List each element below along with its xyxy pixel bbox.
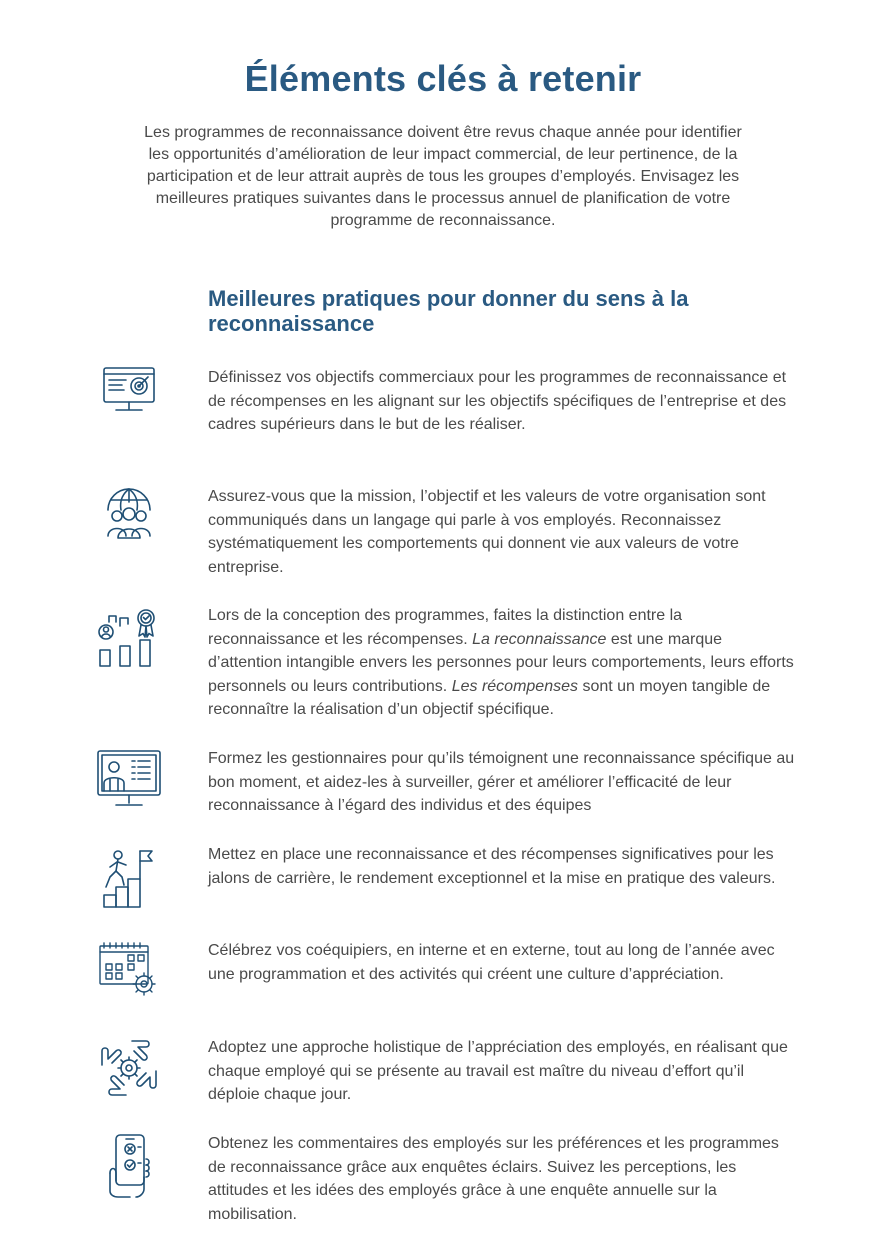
item-text: Assurez-vous que la mission, l’objectif et les valeurs de votre organisation sont communiqués dans un langage qui parle à vos employés. Reconnaissez systématiquement les comportements qui donnent vie aux valeurs de votre entreprise. [208,488,766,576]
globe-people-icon [96,482,162,548]
item-text-part: est une marque d’attention intangible envers les personnes pour leurs comportements, leurs efforts personnels ou leurs contributions. [208,630,794,695]
phone-survey-icon [96,1133,162,1199]
calendar-gear-icon [96,940,162,1006]
item-text: Définissez vos objectifs commerciaux pour les programmes de reconnaissance et de récompenses en les alignant sur les objectifs spécifiques de l’entreprise et des cadres supérieurs dans le but de les réaliser. [208,369,787,433]
item-text-part: sont un moyen tangible de reconnaître la réalisation d’un objectif spécifique. [208,677,771,718]
item-text: Célébrez vos coéquipiers, en interne et en externe, tout au long de l’année avec une programmation et des activités qui créent une culture d’appréciation. [208,942,775,983]
intro-paragraph: Les programmes de reconnaissance doivent être revus chaque année pour identifier les opportunités d’amélioration de leur impact commercial, de leur pertinence, de la participation et de leur attrait auprès de tous les groupes d’employés. Envisagez les meilleures pratiques suivantes dans le processus annuel de planification de votre programme de reconnaissance. [144,124,742,229]
career-steps-icon [96,847,162,913]
monitor-target-icon [96,364,162,430]
item-text: Adoptez une approche holistique de l’appréciation des employés, en réalisant que chaque employé qui se présente au travail est maître du niveau d’effort qu’il déploie chaque jour. [208,1039,788,1103]
item-text: Formez les gestionnaires pour qu’ils témoignent une reconnaissance spécifique au bon moment, et aidez-les à surveiller, gérer et améliorer l’efficacité de leur reconnaissance à l’égard des individus et des équipes [208,750,795,814]
item-text: Obtenez les commentaires des employés sur les préférences et les programmes de reconnaissance grâce aux enquêtes éclairs. Suivez les perceptions, les attitudes et les idées des employés grâce à une enquête annuelle sur la mobilisation. [208,1135,779,1223]
section-subtitle: Meilleures pratiques pour donner du sens à la reconnaissance [208,286,689,336]
online-training-icon [96,747,162,813]
page-title: Éléments clés à retenir [244,58,642,99]
item-text-emphasis: Les récompenses [451,677,578,695]
hands-gear-icon [96,1035,162,1101]
growth-award-icon [96,606,162,672]
item-text: Mettez en place une reconnaissance et des récompenses significatives pour les jalons de carrière, le rendement exceptionnel et la mise en pratique des valeurs. [208,846,776,887]
item-text-emphasis: La reconnaissance [472,630,607,648]
item-text-part: Lors de la conception des programmes, faites la distinction entre la reconnaissance et les récompenses. [208,607,683,648]
item-text [208,604,798,722]
